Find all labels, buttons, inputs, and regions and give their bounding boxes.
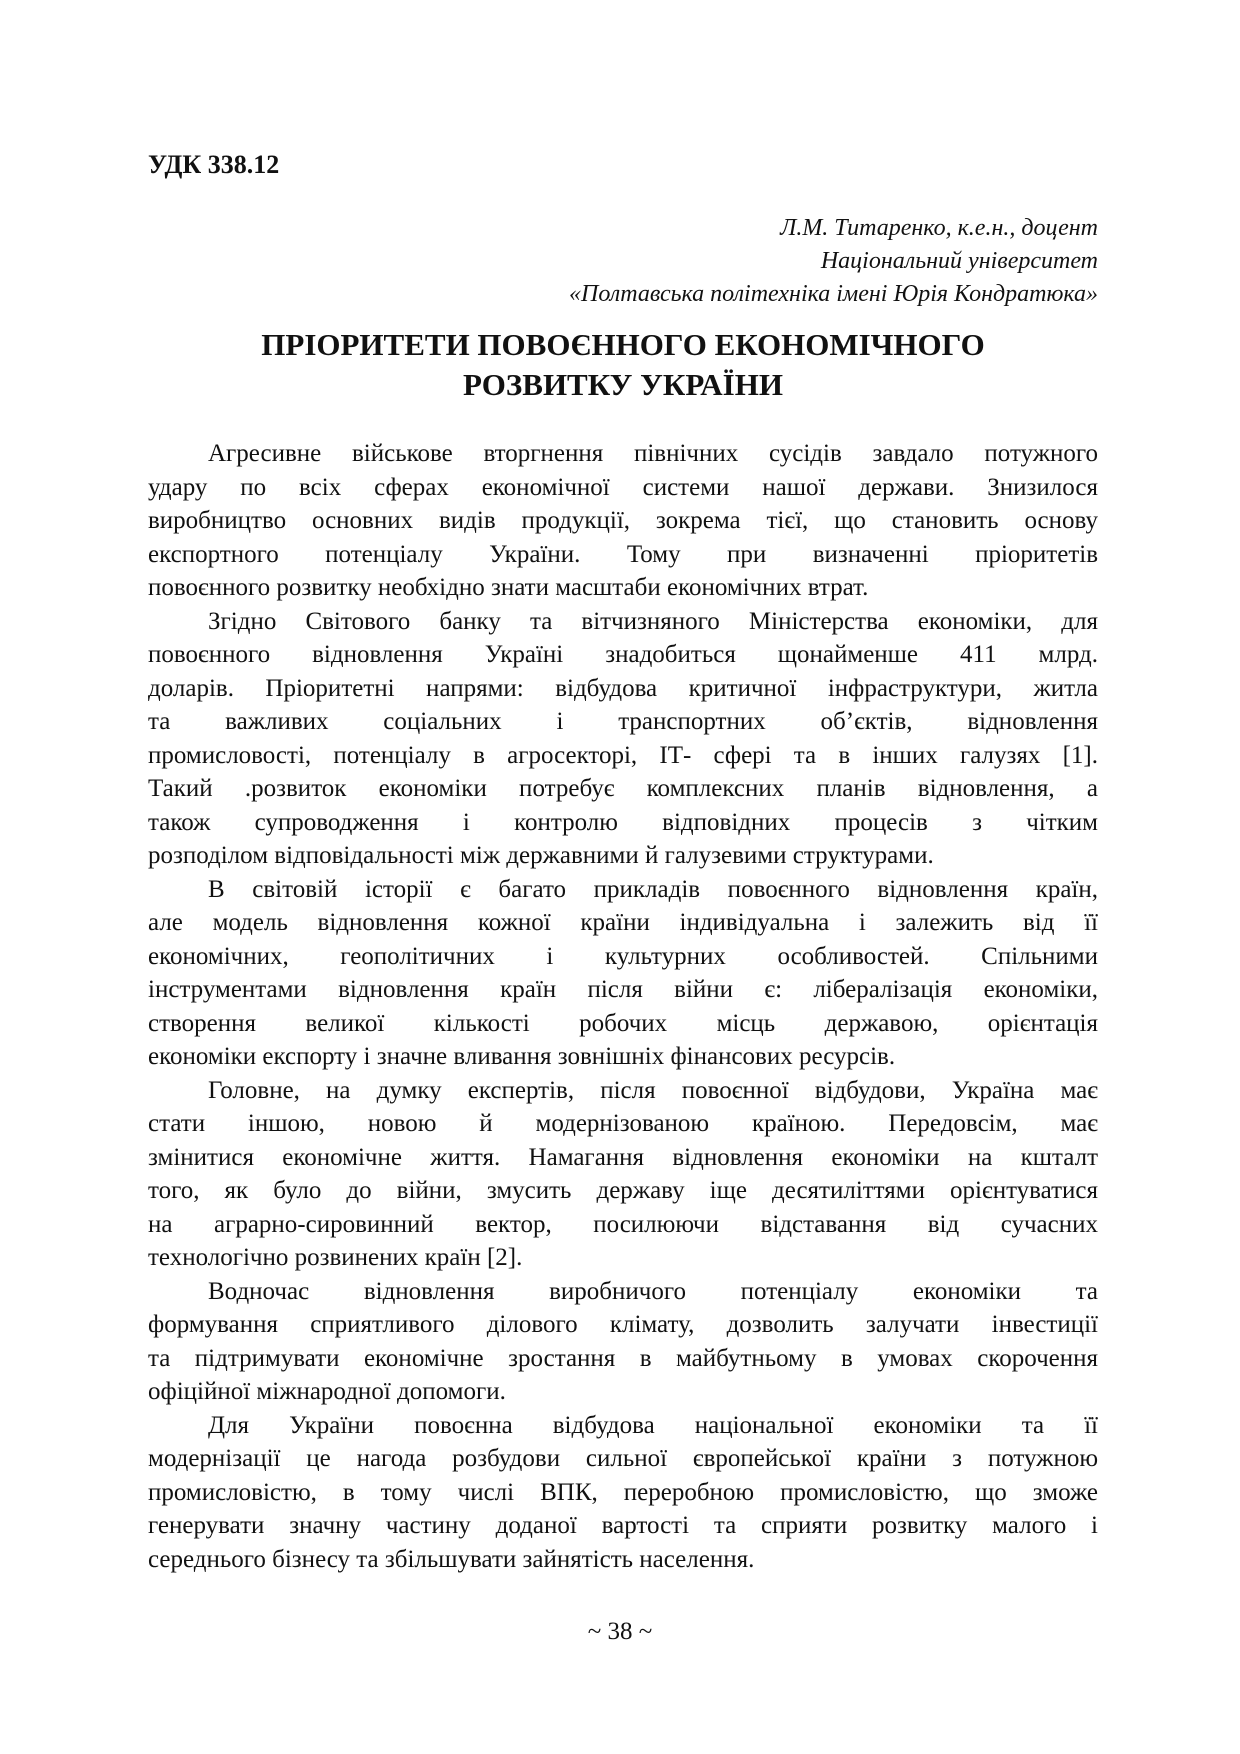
paragraph-line: Агресивне військове вторгнення північних сусідів завдало потужного	[208, 440, 1098, 467]
paragraph-line: офіційної міжнародної допомоги.	[148, 1378, 506, 1405]
paragraph-line: створення великої кількості робочих місць державою, орієнтація	[148, 1009, 1098, 1037]
paragraph-line: економічних, геополітичних і культурних особливостей. Спільними	[148, 942, 1098, 970]
paragraph-line: Згідно Світового банку та вітчизняного Міністерства економіки, для	[208, 607, 1098, 635]
paragraph-line: але модель відновлення кожної країни індивідуальна і залежить від її	[148, 909, 1098, 936]
paragraph-line: на аграрно-сировинний вектор, посилюючи відставання від сучасних	[148, 1210, 1098, 1238]
paragraph	[148, 1074, 1098, 1275]
paragraph-line: Головне, на думку експертів, після повоєнної відбудови, Україна має	[208, 1076, 1098, 1104]
paragraph-line: інструментами відновлення країн після війни є: лібералізація економіки,	[148, 976, 1098, 1003]
paragraph-line: експортного потенціалу України. Тому при визначенні пріоритетів	[148, 540, 1098, 568]
author-university-name: «Полтавська політехніка імені Юрія Кондратюка»	[569, 281, 1098, 307]
article-body	[148, 437, 1098, 1576]
article-title	[148, 325, 1098, 405]
paragraph-line: виробництво основних видів продукції, зокрема тієї, що становить основу	[148, 507, 1098, 534]
title-line: РОЗВИТКУ УКРАЇНИ	[463, 367, 783, 402]
paragraph-line: Такий .розвиток економіки потребує комплексних планів відновлення, а	[148, 775, 1098, 802]
paragraph-line: В світовій історії є багато прикладів повоєнного відновлення країн,	[208, 875, 1098, 903]
page-number: ~ 38 ~	[587, 1618, 653, 1645]
author-university: Національний університет	[820, 248, 1098, 274]
paragraph-line: змінитися економічне життя. Намагання відновлення економіки на кшталт	[148, 1143, 1098, 1171]
paragraph	[148, 437, 1098, 605]
paragraph-line: повоєнного розвитку необхідно знати масштаби економічних втрат.	[148, 574, 869, 601]
title-line: ПРІОРИТЕТИ ПОВОЄННОГО ЕКОНОМІЧНОГО	[261, 327, 985, 362]
paragraph	[148, 605, 1098, 873]
paragraph-line: модернізації це нагода розбудови сильної європейської країни з потужною	[148, 1445, 1098, 1472]
paragraph-line: формування сприятливого ділового клімату, дозволить залучати інвестиції	[148, 1311, 1098, 1338]
paragraph-line: та підтримувати економічне зростання в майбутньому в умовах скорочення	[148, 1344, 1098, 1372]
paragraph	[148, 873, 1098, 1074]
paragraph-line: доларів. Пріоритетні напрями: відбудова критичної інфраструктури, житла	[148, 674, 1098, 702]
paragraph-line: промисловості, потенціалу в агросекторі, ІТ- сфері та в інших галузях [1].	[148, 741, 1098, 769]
author-block	[569, 212, 1098, 311]
paragraph-line: стати іншою, новою й модернізованою країною. Передовсім, має	[148, 1110, 1098, 1137]
paragraph-line: повоєнного відновлення Україні знадобиться щонайменше 411 млрд.	[148, 641, 1098, 668]
paragraph-line: промисловістю, в тому числі ВПК, переробною промисловістю, що зможе	[148, 1478, 1098, 1506]
paragraph	[148, 1275, 1098, 1409]
paragraph-line: того, як було до війни, змусить державу іще десятиліттями орієнтуватися	[148, 1177, 1098, 1204]
author-name: Л.М. Титаренко, к.е.н., доцент	[780, 215, 1098, 241]
paragraph-line: Для України повоєнна відбудова національної економіки та її	[208, 1411, 1098, 1439]
paragraph-line: середнього бізнесу та збільшувати зайнятість населення.	[148, 1545, 755, 1573]
paragraph-line: економіки експорту і значне вливання зовнішніх фінансових ресурсів.	[148, 1043, 896, 1070]
paragraph-line: генерувати значну частину доданої вартості та сприяти розвитку малого і	[148, 1512, 1098, 1539]
udc-code: УДК 338.12	[148, 150, 280, 179]
paragraph-line: удару по всіх сферах економічної системи нашої держави. Знизилося	[148, 473, 1098, 501]
paragraph-line: також супроводження і контролю відповідних процесів з чітким	[148, 808, 1098, 836]
paragraph	[148, 1409, 1098, 1577]
paragraph-line: технологічно розвинених країн [2].	[148, 1244, 523, 1271]
paragraph-line: та важливих соціальних і транспортних об’єктів, відновлення	[148, 708, 1098, 735]
paragraph-line: Водночас відновлення виробничого потенціалу економіки та	[208, 1277, 1098, 1305]
paragraph-line: розподілом відповідальності між державними й галузевими структурами.	[148, 842, 934, 869]
